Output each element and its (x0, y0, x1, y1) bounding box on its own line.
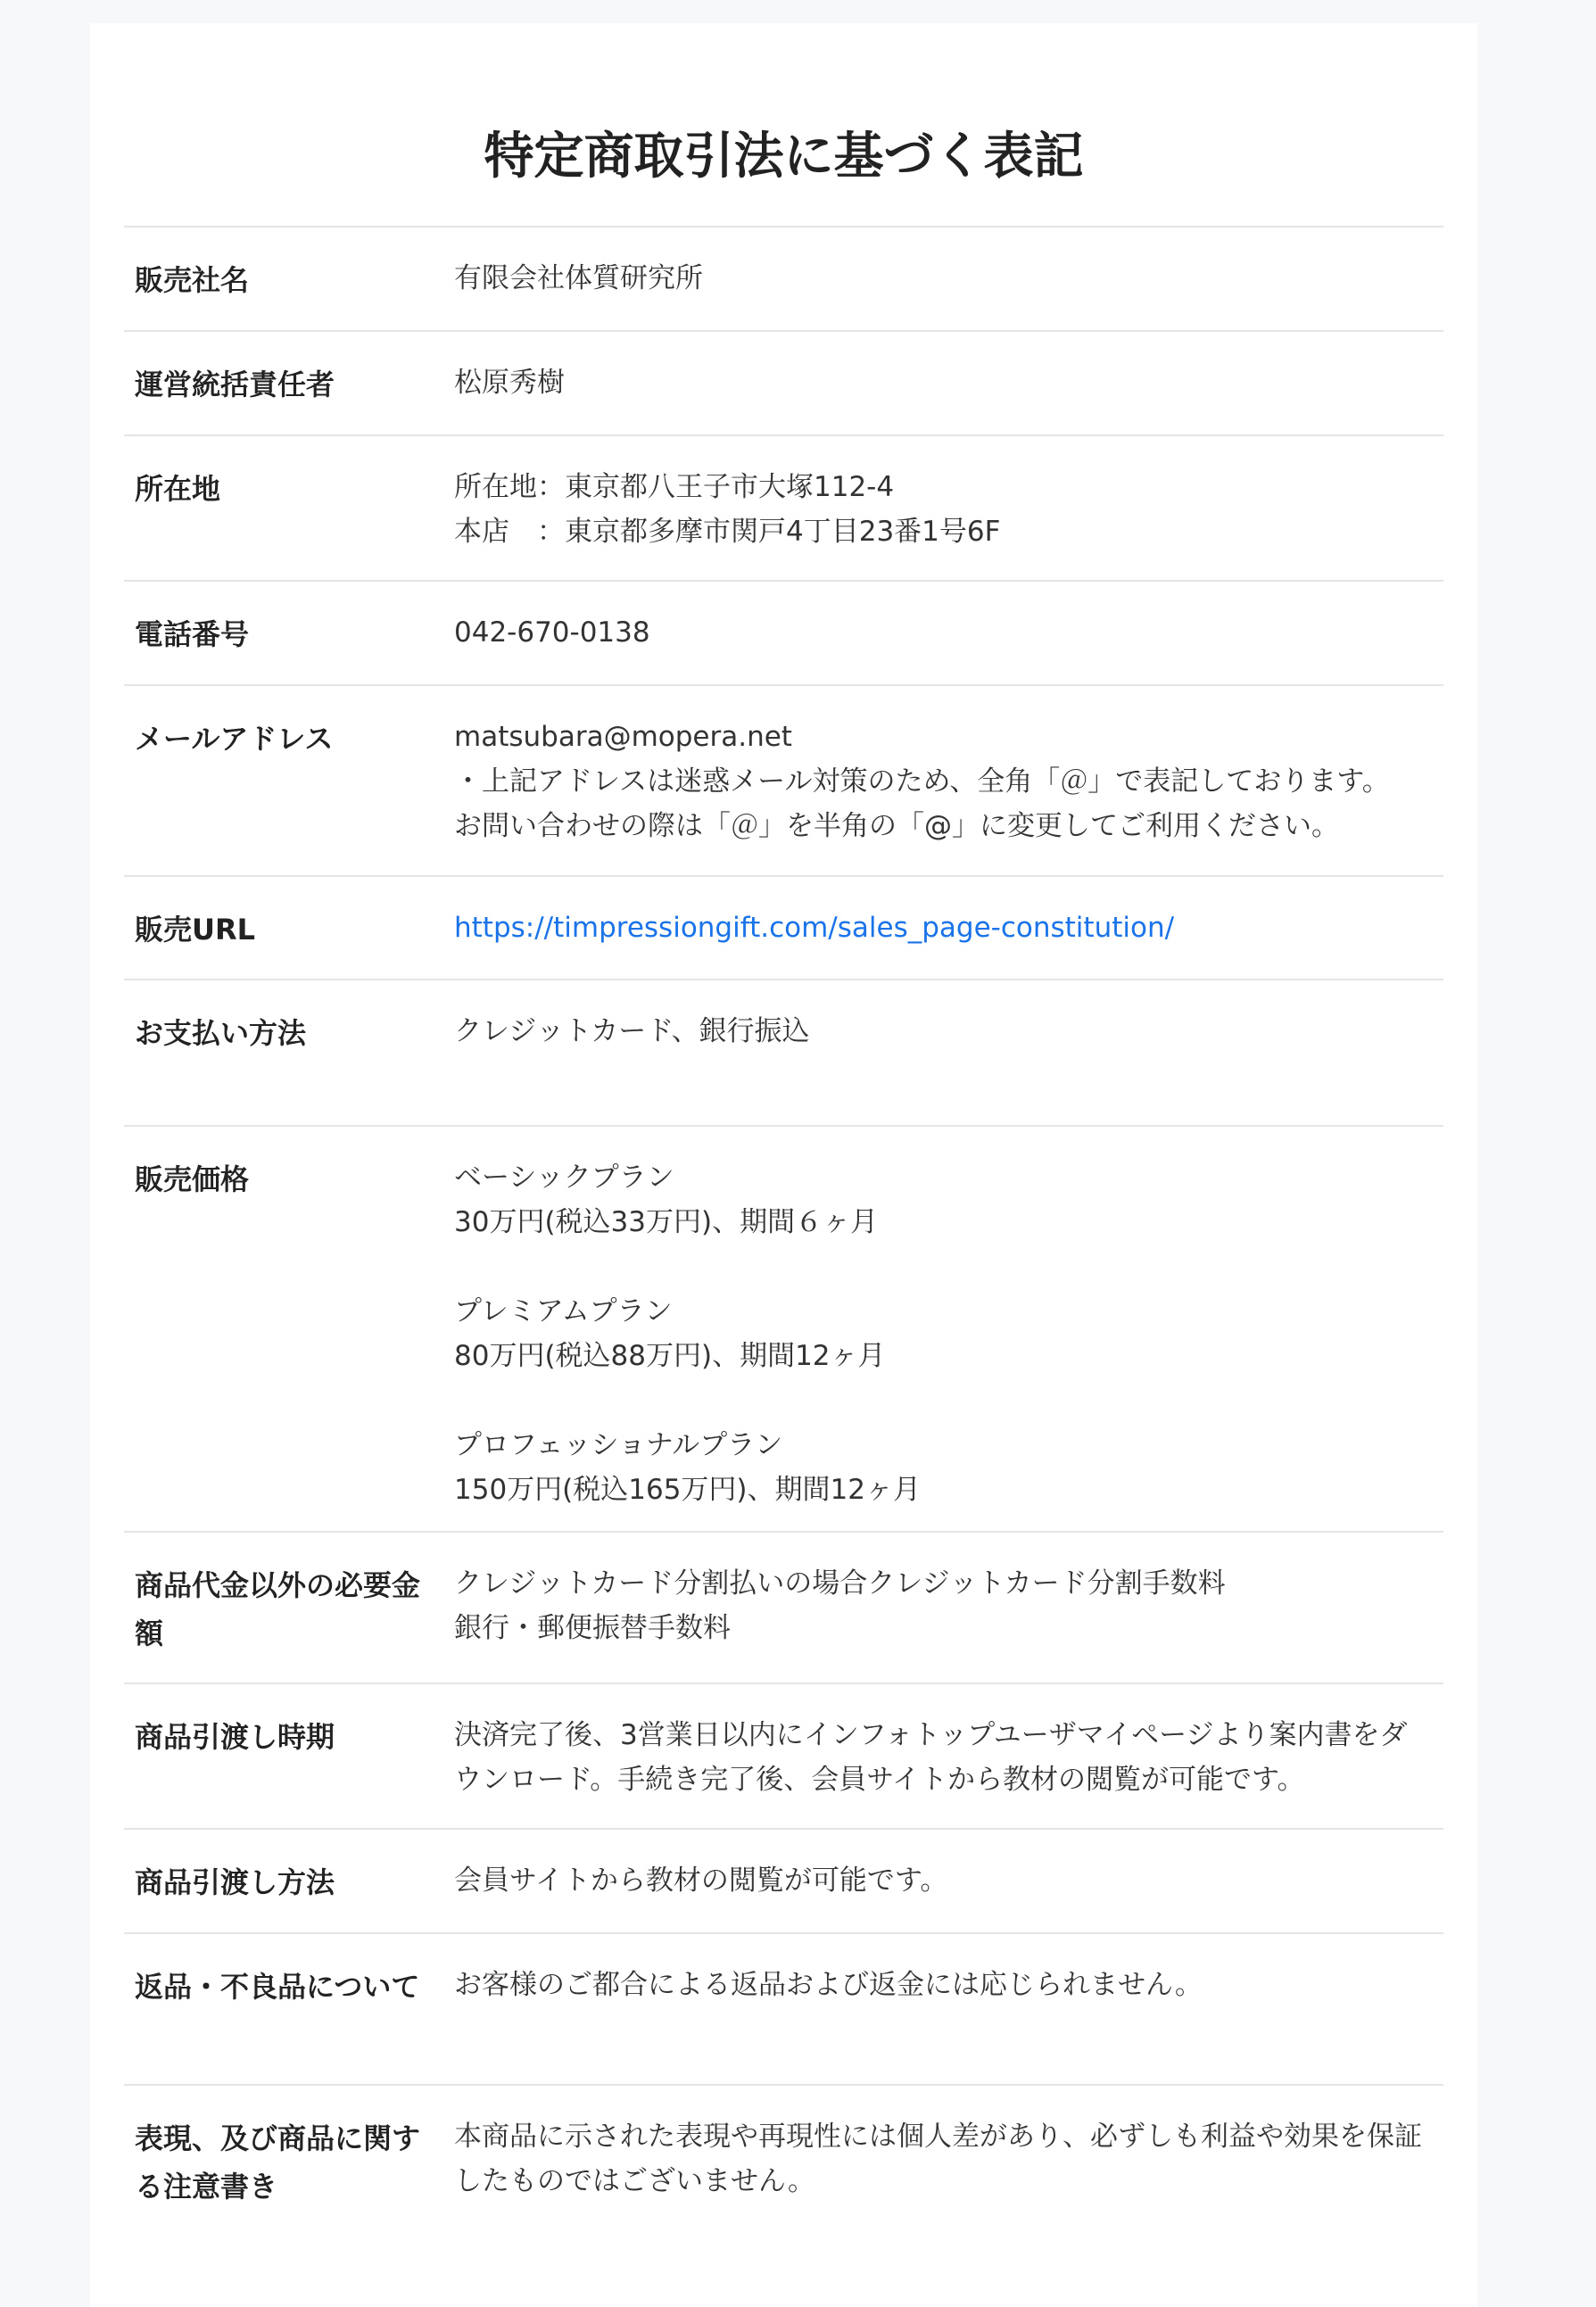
seller-name: 有限会社体質研究所 (454, 262, 703, 294)
table-row-email (124, 686, 1443, 877)
url-value (454, 905, 1426, 950)
address-line-1: 所在地：東京都八王子市大塚112-4 (454, 471, 895, 503)
page-title: 特定商取引法に基づく表記 (484, 128, 1084, 186)
payment-label: お支払い方法 (135, 1016, 307, 1050)
manager-value (454, 360, 1426, 405)
email-address: matsubara@mopera.net (454, 721, 792, 753)
delivery-method-label: 商品引渡し方法 (135, 1865, 335, 1899)
phone-number: 042-670-0138 (454, 616, 650, 649)
plan-name: ベーシックプラン (454, 1162, 674, 1194)
address-value (454, 465, 1426, 554)
email-value (454, 715, 1426, 848)
phone-value (454, 610, 1426, 655)
returns-label: 返品・不良品について (135, 1970, 420, 2004)
delivery-time-value: 決済完了後、3営業日以内にインフォトップユーザマイページより案内書をダウンロード。手続き完了後、会員サイトから教材の閲覧が可能です。 (454, 1719, 1408, 1796)
table-row-seller (124, 227, 1443, 332)
extra-fees-value (454, 1561, 1426, 1650)
plan-spacer (454, 1378, 1426, 1423)
plan-spacer (454, 1244, 1426, 1289)
table-row-disclaimer (124, 2086, 1443, 2237)
url-label: 販売URL (135, 913, 256, 947)
table-row-delivery-method (124, 1830, 1443, 1934)
plan-name: プレミアムプラン (454, 1295, 673, 1327)
email-note-2: お問い合わせの際は「＠」を半角の「@」に変更してご利用ください。 (454, 810, 1339, 842)
extra-fee-line-2: 銀行・郵便振替手数料 (454, 1612, 731, 1644)
payment-value (454, 1009, 1426, 1054)
plan-detail: 80万円(税込88万円)、期間12ヶ月 (454, 1340, 886, 1372)
email-label: メールアドレス (135, 722, 334, 756)
delivery-method-value (454, 1858, 1426, 1903)
delivery-time-label: 商品引渡し時期 (135, 1720, 335, 1754)
delivery-method-text: 会員サイトから教材の閲覧が可能です。 (454, 1865, 948, 1897)
disclaimer-label: 表現、及び商品に関する注意書き (135, 2121, 421, 2204)
table-row-returns (124, 1934, 1443, 2086)
payment-methods: クレジットカード、銀行振込 (454, 1015, 810, 1047)
extra-fee-line-1: クレジットカード分割払いの場合クレジットカード分割手数料 (454, 1567, 1226, 1600)
price-value (454, 1155, 1426, 1512)
phone-label: 電話番号 (135, 617, 250, 651)
disclaimer-value: 本商品に示された表現や再現性には個人差があり、必ずしも利益や効果を保証したものではございません。 (454, 2121, 1422, 2197)
table-row-manager (124, 332, 1443, 436)
table-row-phone (124, 582, 1443, 686)
plan-detail: 30万円(税込33万円)、期間６ヶ月 (454, 1206, 879, 1238)
plan-name: プロフェッショナルプラン (454, 1429, 783, 1461)
sales-page-link[interactable]: https://timpressiongift.com/sales_page-constitution/ (454, 912, 1175, 944)
table-row-address (124, 436, 1443, 582)
price-label: 販売価格 (135, 1162, 250, 1196)
email-note-1: ・上記アドレスは迷惑メール対策のため、全角「＠」で表記しております。 (454, 765, 1390, 798)
seller-label: 販売社名 (135, 263, 250, 297)
manager-name: 松原秀樹 (454, 367, 565, 399)
table-row-url (124, 877, 1443, 980)
table-row-price (124, 1127, 1443, 1533)
info-table (124, 226, 1443, 2237)
address-label: 所在地 (135, 472, 221, 506)
legal-notice-card (90, 23, 1477, 2307)
table-row-payment (124, 980, 1443, 1127)
seller-value (454, 256, 1426, 301)
address-line-2: 本店 ：東京都多摩市関戸4丁目23番1号6F (454, 516, 1001, 548)
extra-fees-label: 商品代金以外の必要金額 (135, 1568, 421, 1650)
returns-value (454, 1963, 1426, 2007)
plan-detail: 150万円(税込165万円)、期間12ヶ月 (454, 1474, 921, 1506)
table-row-delivery-time (124, 1684, 1443, 1830)
manager-label: 運営統括責任者 (135, 368, 335, 401)
returns-text: お客様のご都合による返品および返金には応じられません。 (454, 1969, 1203, 2001)
table-row-extra-fees (124, 1533, 1443, 1684)
